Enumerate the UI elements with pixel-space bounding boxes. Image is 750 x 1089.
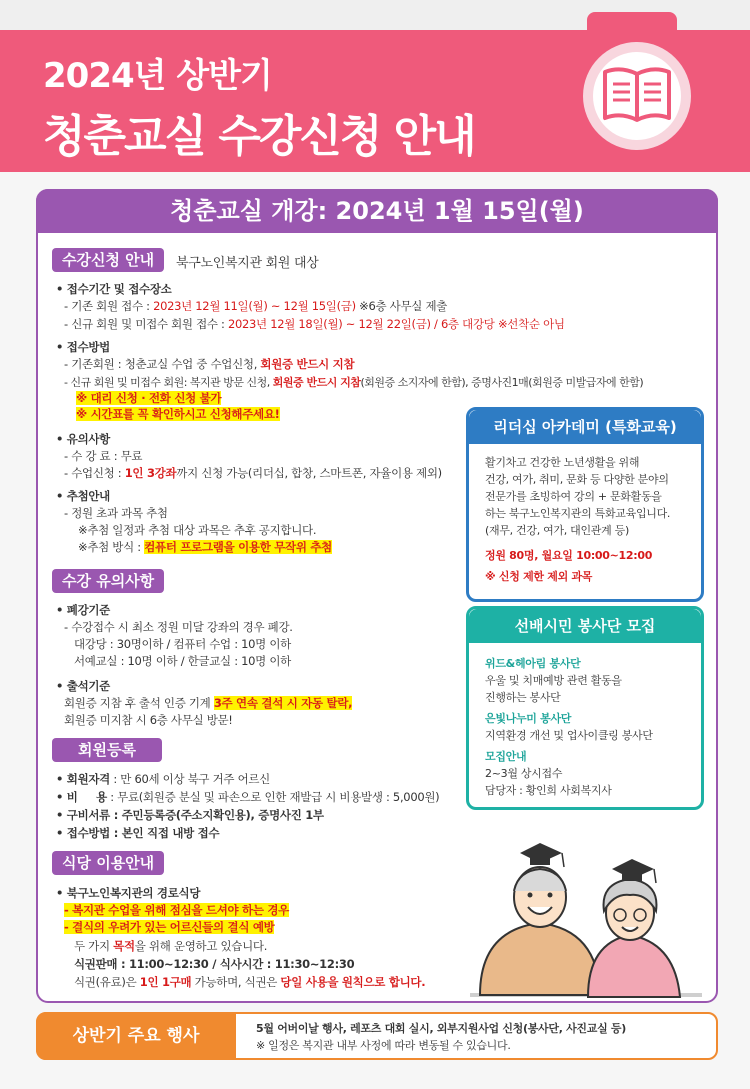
lottery-1: - 정원 초과 과목 추첨 bbox=[64, 506, 168, 520]
volunteer-group1-title: 위드&헤아림 봉사단 bbox=[485, 657, 581, 670]
volunteer-title: 선배시민 봉사단 모집 bbox=[469, 609, 701, 643]
cafeteria-line5: 식권(유료)은 1인 1구매 가능하며, 식권은 당일 사용을 원칙으로 합니다. bbox=[74, 975, 426, 989]
seniors-illustration bbox=[470, 835, 702, 1000]
leadership-line: (재무, 건강, 여가, 대인관계 등) bbox=[485, 524, 629, 537]
volunteer-line: 담당자 : 황인희 사회복지사 bbox=[485, 784, 612, 797]
footer-line2: ※ 일정은 복지관 내부 사정에 따라 변동될 수 있습니다. bbox=[256, 1039, 511, 1052]
leadership-line: 건강, 여가, 취미, 문화 등 다양한 분야의 bbox=[485, 473, 669, 486]
volunteer-line: 진행하는 봉사단 bbox=[485, 691, 561, 704]
note-no-proxy: ※ 대리 신청 · 전화 신청 불가 bbox=[76, 391, 222, 405]
period-title: • 접수기간 및 접수장소 bbox=[56, 282, 172, 296]
membership-cost: • 비 용 : 무료(회원증 분실 및 파손으로 인한 재발급 시 비용발생 : 5,000원) bbox=[56, 790, 440, 804]
cafeteria-line1: - 복지관 수업을 위해 점심을 드셔야 하는 경우 bbox=[64, 903, 289, 917]
registration-target: 북구노인복지관 회원 대상 bbox=[176, 256, 319, 271]
footer-label: 상반기 주요 행사 bbox=[36, 1012, 236, 1060]
cafeteria-title: • 북구노인복지관의 경로식당 bbox=[56, 886, 201, 900]
volunteer-group2-title: 은빛나누미 봉사단 bbox=[485, 712, 572, 725]
open-book-icon bbox=[583, 42, 691, 150]
attend-1: 회원증 지참 후 출석 인증 기계 3주 연속 결석 시 자동 탈락, bbox=[64, 696, 353, 710]
leadership-box bbox=[466, 407, 704, 602]
volunteer-group3-title: 모집안내 bbox=[485, 750, 527, 763]
caution-fee: - 수 강 료 : 무료 bbox=[64, 449, 143, 463]
volunteer-description bbox=[485, 655, 653, 799]
main-title-bar bbox=[36, 189, 718, 233]
cafeteria-line4: 식권판매 : 11:00~12:30 / 식사시간 : 11:30~12:30 bbox=[74, 957, 355, 971]
cafeteria-pill: 식당 이용안내 bbox=[52, 851, 164, 875]
leadership-line: 전문가를 초빙하여 강의 + 문화활동을 bbox=[485, 490, 662, 503]
leadership-line: 하는 북구노인복지관의 특화교육입니다. bbox=[485, 507, 671, 520]
attend-2: 회원증 미지참 시 6층 사무실 방문! bbox=[64, 713, 233, 727]
footer-line1: 5월 어버이날 행사, 레포츠 대회 실시, 외부지원사업 신청(봉사단, 사진교실 등) bbox=[256, 1022, 626, 1035]
main-title: 청춘교실 개강: 2024년 1월 15일(월) bbox=[170, 197, 584, 225]
closing-2: 대강당 : 30명이하 / 컴퓨터 수업 : 10명 이하 bbox=[74, 637, 291, 651]
caution-title: • 유의사항 bbox=[56, 432, 110, 446]
lottery-2: ※추첨 일정과 추첨 대상 과목은 추후 공지합니다. bbox=[78, 523, 317, 537]
new-period: - 신규 회원 및 미접수 회원 접수 : 2023년 12월 18일(월) ~ 12월 22일(금) / 6층 대강당 ※선착순 아님 bbox=[64, 317, 565, 331]
cafeteria-line3: 두 가지 목적을 위해 운영하고 있습니다. bbox=[74, 939, 268, 953]
membership-qualification: • 회원자격 : 만 60세 이상 북구 거주 어르신 bbox=[56, 772, 270, 786]
attend-title: • 출석기준 bbox=[56, 679, 110, 693]
header-title-line1: 2024년 상반기 bbox=[43, 56, 272, 96]
volunteer-line: 2~3월 상시접수 bbox=[485, 767, 563, 780]
leadership-title: 리더십 아카데미 (특화교육) bbox=[469, 410, 701, 444]
notice-pill: 수강 유의사항 bbox=[52, 569, 164, 593]
leadership-line: 활기차고 건강한 노년생활을 위해 bbox=[485, 456, 640, 469]
membership-method: • 접수방법 : 본인 직접 내방 접수 bbox=[56, 826, 220, 840]
membership-pill: 회원등록 bbox=[52, 738, 162, 762]
lottery-title: • 추첨안내 bbox=[56, 489, 110, 503]
membership-docs: • 구비서류 : 주민등록증(주소지확인용), 증명사진 1부 bbox=[56, 808, 324, 822]
header-title-line2: 청춘교실 수강신청 안내 bbox=[43, 111, 475, 162]
closing-1: - 수강접수 시 최소 정원 미달 강좌의 경우 폐강. bbox=[64, 620, 293, 634]
volunteer-line: 지역환경 개선 및 업사이클링 봉사단 bbox=[485, 729, 653, 742]
leadership-schedule: 정원 80명, 월요일 10:00~12:00 bbox=[485, 549, 653, 562]
volunteer-line: 우울 및 치매예방 관련 활동을 bbox=[485, 674, 622, 687]
registration-pill: 수강신청 안내 bbox=[52, 248, 164, 272]
leadership-note: ※ 신청 제한 제외 과목 bbox=[485, 570, 593, 583]
method-existing: - 기존회원 : 청춘교실 수업 중 수업신청, 회원증 반드시 지참 bbox=[64, 357, 355, 371]
leadership-description bbox=[485, 454, 670, 585]
existing-period: - 기존 회원 접수 : 2023년 12월 11일(월) ~ 12월 15일(금) ※6층 사무실 제출 bbox=[64, 299, 448, 313]
closing-3: 서예교실 : 10명 이하 / 한글교실 : 10명 이하 bbox=[74, 654, 291, 668]
footer-bar bbox=[36, 1012, 718, 1060]
method-new: - 신규 회원 및 미접수 회원: 복지관 방문 신청, 회원증 반드시 지참(회원증 소지자에 한함), 증명사진1매(회원증 미발급자에 한함) bbox=[64, 376, 644, 389]
caution-limit: - 수업신청 : 1인 3강좌까지 신청 가능(리더십, 합창, 스마트폰, 자율이용 제외) bbox=[64, 466, 442, 480]
note-check-timetable: ※ 시간표를 꼭 확인하시고 신청해주세요! bbox=[76, 407, 280, 421]
closing-title: • 폐강기준 bbox=[56, 603, 110, 617]
method-title: • 접수방법 bbox=[56, 340, 110, 354]
lottery-3: ※추첨 방식 : 컴퓨터 프로그램을 이용한 무작위 추첨 bbox=[78, 540, 332, 554]
volunteer-box bbox=[466, 606, 704, 810]
cafeteria-line2: - 결식의 우려가 있는 어르신들의 결식 예방 bbox=[64, 920, 275, 934]
